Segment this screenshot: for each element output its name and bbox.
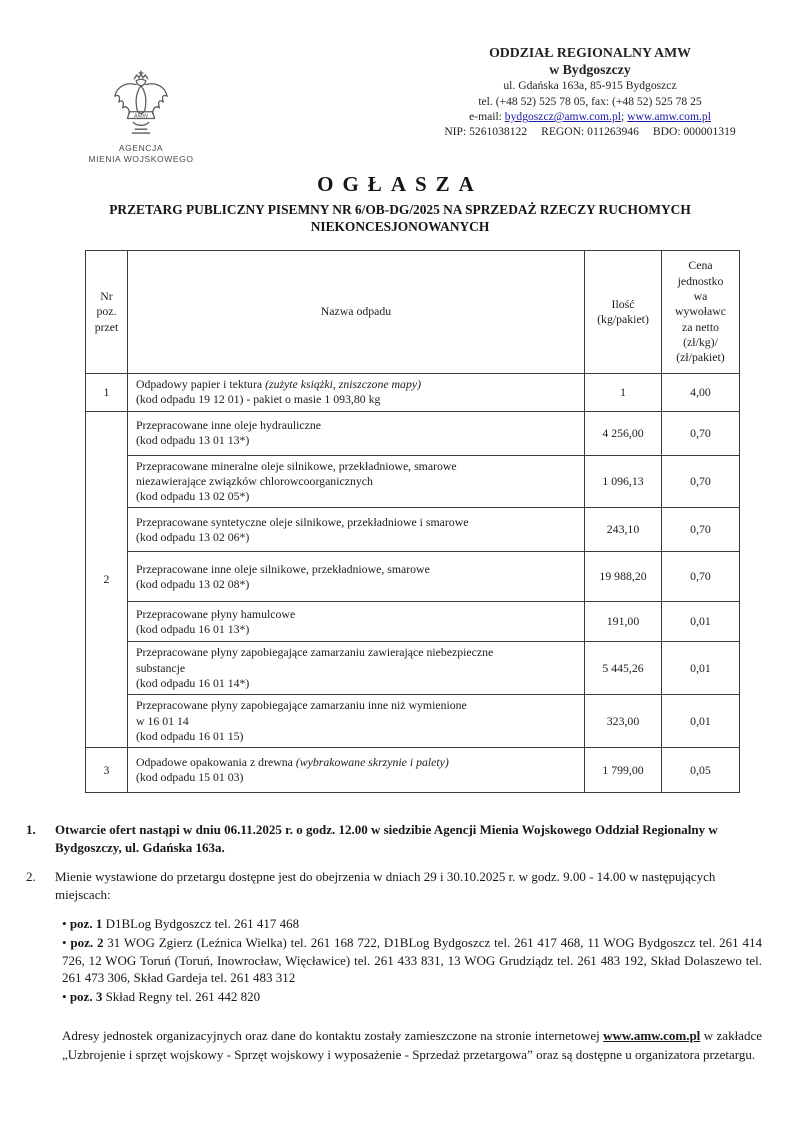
org-ids-line xyxy=(410,124,770,139)
row-price: 0,01 xyxy=(662,602,740,642)
waste-items-table xyxy=(85,250,740,794)
table-header-row xyxy=(86,250,740,373)
table-row xyxy=(86,411,740,455)
row-group-nr: 2 xyxy=(86,411,128,748)
footer-text-pre: Adresy jednostek organizacyjnych oraz dane do kontaktu zostały zamieszczone na stronie internetowej xyxy=(62,1027,604,1043)
table-row xyxy=(86,748,740,793)
note-text: Mienie wystawione do przetargu dostępne jest do obejrzenia w dniach 29 i 30.10.2025 r. w godz. 9.00 - 14.00 w następujących miejscach: xyxy=(55,869,716,903)
bullet-text: 31 WOG Zgierz (Leźnica Wielka) tel. 261 168 722, D1BLog Bydgoszcz tel. 261 417 468, 11 WOG Bydgoszcz tel. 261 414 726, 12 WOG Toruń (Toruń, Inowrocław, Więcławice) tel. 261 433 831, 13 WOG Grudziądz tel. 261 483 192, Skład Dolaszewo tel. 261 473 306, Skład Gardeja tel. 261 483 312 xyxy=(62,934,763,986)
email-separator: ; xyxy=(620,110,628,124)
col-header-qty: Ilość (kg/pakiet) xyxy=(585,250,662,373)
document-header xyxy=(0,0,800,170)
bdo-value: BDO: 000001319 xyxy=(652,125,736,139)
location-bullet-1 xyxy=(62,915,762,933)
bullet-text: D1BLog Bydgoszcz tel. 261 417 468 xyxy=(102,916,300,932)
email-label: e-mail: xyxy=(469,110,505,124)
row-qty: 1 799,00 xyxy=(585,748,662,793)
row-name: Przepracowane płyny hamulcowe (kod odpadu 16 01 13*) xyxy=(127,602,584,642)
row-price: 0,70 xyxy=(662,411,740,455)
bullet-text: Skład Regny tel. 261 442 820 xyxy=(102,988,261,1004)
row-price: 4,00 xyxy=(662,373,740,411)
col-header-name: Nazwa odpadu xyxy=(127,250,584,373)
bullet-marker: • xyxy=(62,916,70,932)
amw-banner-text: AMW xyxy=(133,113,149,120)
bullet-label: poz. 3 xyxy=(69,988,103,1004)
row-price: 0,70 xyxy=(662,552,740,602)
amw-logo xyxy=(86,68,196,165)
row-name: Przepracowane płyny zapobiegające zamarzaniu inne niż wymienione w 16 01 14 (kod odpadu 16 01 15) xyxy=(127,695,584,748)
row-qty: 1 xyxy=(585,373,662,411)
table-row xyxy=(86,602,740,642)
note-text: Otwarcie ofert nastąpi w dniu 06.11.2025 r. o godz. 12.00 w siedzibie Agencji Mienia Wojskowego Oddział Regionalny w Bydgoszczy, ul. Gdańska 163a. xyxy=(55,822,718,856)
row-qty: 19 988,20 xyxy=(585,552,662,602)
amw-eagle-icon xyxy=(86,68,196,140)
row-qty: 1 096,13 xyxy=(585,455,662,508)
note-item-2 xyxy=(26,868,766,904)
row-name: Odpadowy papier i tektura (zużyte książki, zniszczone mapy) (kod odpadu 19 12 01) - pakiet o masie 1 093,80 kg xyxy=(127,373,584,411)
org-email-line xyxy=(410,109,770,124)
row-qty: 5 445,26 xyxy=(585,642,662,695)
location-bullet-3 xyxy=(62,988,762,1006)
regon-value: REGON: 011263946 xyxy=(541,125,639,139)
row-name: Przepracowane syntetyczne oleje silnikowe, przekładniowe i smarowe (kod odpadu 13 02 06*) xyxy=(127,508,584,552)
locations-bullet-list xyxy=(62,915,762,1005)
title-block xyxy=(0,172,800,236)
org-name-line1: ODDZIAŁ REGIONALNY AMW xyxy=(489,45,691,60)
row-nr: 1 xyxy=(86,373,128,411)
bullet-label: poz. 2 xyxy=(70,934,104,950)
footer-paragraph xyxy=(62,1026,762,1065)
footer-text-post: w zakładce „Uzbrojenie i sprzęt wojskowy - Sprzęt wojskowy i wyposażenie - Sprzedaż przetargowa” oraz są dostępne u organizatora przetargu. xyxy=(62,1027,762,1063)
table-row xyxy=(86,373,740,411)
website-link[interactable]: www.amw.com.pl xyxy=(627,110,711,124)
row-name: Przepracowane płyny zapobiegające zamarzaniu zawierające niebezpieczne substancje (kod odpadu 16 01 14*) xyxy=(127,642,584,695)
note-item-1 xyxy=(26,821,766,857)
row-name: Przepracowane inne oleje hydrauliczne (kod odpadu 13 01 13*) xyxy=(127,411,584,455)
notes-list xyxy=(0,821,800,904)
row-price: 0,70 xyxy=(662,508,740,552)
col-header-nr: Nr poz. przet xyxy=(86,250,128,373)
row-qty: 323,00 xyxy=(585,695,662,748)
page-subtitle: PRZETARG PUBLICZNY PISEMNY NR 6/OB-DG/2025 NA SPRZEDAŻ RZECZY RUCHOMYCH NIEKONCESJONOWANYCH xyxy=(109,202,691,235)
row-nr: 3 xyxy=(86,748,128,793)
table-row xyxy=(86,508,740,552)
row-name: Przepracowane inne oleje silnikowe, przekładniowe, smarowe (kod odpadu 13 02 08*) xyxy=(127,552,584,602)
bullet-marker: • xyxy=(62,988,70,1004)
row-name: Przepracowane mineralne oleje silnikowe, przekładniowe, smarowe niezawierające związków chlorowcoorganicznych (kod odpadu 13 02 05*) xyxy=(127,455,584,508)
row-price: 0,01 xyxy=(662,642,740,695)
row-price: 0,01 xyxy=(662,695,740,748)
nip-value: NIP: 5261038122 xyxy=(444,125,528,139)
row-price: 0,05 xyxy=(662,748,740,793)
org-address: ul. Gdańska 163a, 85-915 Bydgoszcz xyxy=(503,79,677,93)
logo-caption: AGENCJA MIENIA WOJSKOWEGO xyxy=(88,143,194,165)
table-row xyxy=(86,695,740,748)
col-header-price: Cena jednostko wa wywoławc za netto (zł/kg)/ (zł/pakiet) xyxy=(662,250,740,373)
bullet-label: poz. 1 xyxy=(69,916,103,932)
row-price: 0,70 xyxy=(662,455,740,508)
row-qty: 4 256,00 xyxy=(585,411,662,455)
location-bullet-2 xyxy=(62,934,762,987)
bullet-marker: • xyxy=(62,934,71,950)
row-qty: 191,00 xyxy=(585,602,662,642)
org-phone: tel. (+48 52) 525 78 05, fax: (+48 52) 525 78 25 xyxy=(478,94,702,108)
note-number: 1. xyxy=(26,822,36,838)
footer-website-link[interactable]: www.amw.com.pl xyxy=(603,1027,701,1043)
page-title: OGŁASZA xyxy=(317,172,483,196)
email-link[interactable]: bydgoszcz@amw.com.pl xyxy=(504,110,621,124)
note-number: 2. xyxy=(26,869,36,885)
table-row xyxy=(86,642,740,695)
row-qty: 243,10 xyxy=(585,508,662,552)
table-row xyxy=(86,455,740,508)
org-name-line2: w Bydgoszczy xyxy=(549,62,631,78)
table-row xyxy=(86,552,740,602)
contact-block xyxy=(410,44,770,140)
row-name: Odpadowe opakowania z drewna (wybrakowane skrzynie i palety) (kod odpadu 15 01 03) xyxy=(127,748,584,793)
